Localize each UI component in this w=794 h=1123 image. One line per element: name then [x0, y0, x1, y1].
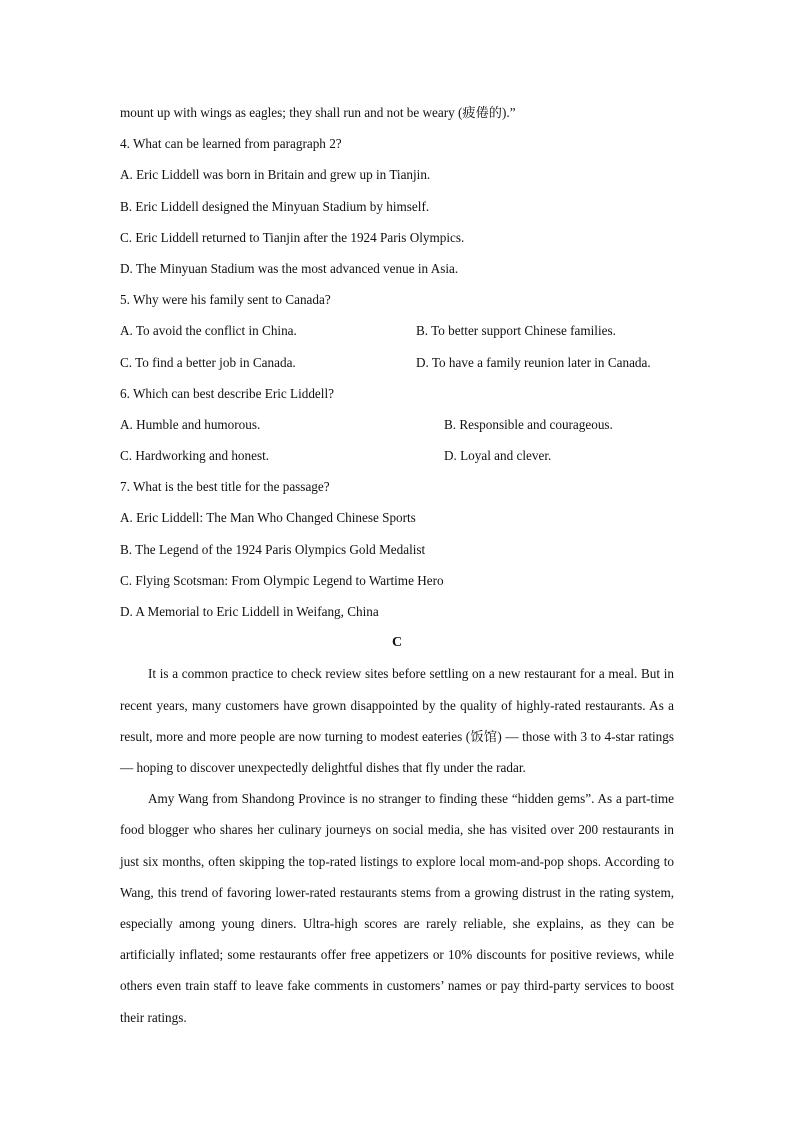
question-7-option-a: A. Eric Liddell: The Man Who Changed Chinese Sports: [120, 510, 416, 526]
question-7-option-b: B. The Legend of the 1924 Paris Olympics Gold Medalist: [120, 541, 426, 557]
question-4-option-d: D. The Minyuan Stadium was the most advanced venue in Asia.: [120, 260, 459, 276]
question-6-options-row-1: [120, 409, 674, 440]
section-c-paragraph-1: It is a common practice to check review sites before settling on a new restaurant for a meal. But in recent years, many customers have grown disappointed by the quality of highly-rated restaurants. As a result, more and more people are now turning to modest eateries (饭馆) — those with 3 to 4-star ratings — hoping to discover unexpectedly delightful dishes that fly under the radar.: [120, 666, 674, 775]
question-4-option-a: A. Eric Liddell was born in Britain and grew up in Tianjin.: [120, 167, 431, 183]
question-5-stem: 5. Why were his family sent to Canada?: [120, 292, 331, 308]
question-7-option-d: D. A Memorial to Eric Liddell in Weifang, China: [120, 604, 379, 619]
passage-continuation-line: mount up with wings as eagles; they shall run and not be weary (疲倦的).”: [120, 105, 516, 120]
question-6-option-a: A. Humble and humorous.: [120, 416, 261, 432]
question-7-option-c: C. Flying Scotsman: From Olympic Legend to Wartime Hero: [120, 572, 444, 588]
question-5-option-c: C. To find a better job in Canada.: [120, 354, 296, 370]
question-6-stem: 6. Which can best describe Eric Liddell?: [120, 385, 334, 401]
question-6-option-c: C. Hardworking and honest.: [120, 448, 270, 464]
question-5-options-row-2: [120, 347, 674, 378]
question-4-stem: 4. What can be learned from paragraph 2?: [120, 136, 342, 152]
question-5-option-d: D. To have a family reunion later in Canada.: [416, 354, 651, 370]
document-page: [120, 97, 674, 1033]
question-5-option-a: A. To avoid the conflict in China.: [120, 323, 297, 339]
question-4-option-c: C. Eric Liddell returned to Tianjin after the 1924 Paris Olympics.: [120, 229, 465, 245]
question-7-stem: 7. What is the best title for the passage?: [120, 479, 330, 495]
section-c-paragraph-2: Amy Wang from Shandong Province is no stranger to finding these “hidden gems”. As a part-time food blogger who shares her culinary journeys on social media, she has visited over 200 restaurants in just six months, often skipping the top-rated listings to explore local mom-and-pop shops. According to Wang, this trend of favoring lower-rated restaurants stems from a growing distrust in the rating system, especially among young diners. Ultra-high scores are rarely reliable, she explains, as they can be artificially inflated; some restaurants offer free appetizers or 10% discounts for positive reviews, while others even train staff to leave fake comments in customers’ names or pay third-party services to boost their ratings.: [120, 791, 674, 1025]
question-6-option-d: D. Loyal and clever.: [444, 448, 552, 464]
section-c-heading: C: [391, 635, 403, 651]
question-6-options-row-2: [120, 440, 674, 471]
question-4-option-b: B. Eric Liddell designed the Minyuan Stadium by himself.: [120, 198, 430, 214]
question-5-options-row-1: [120, 315, 674, 346]
question-5-option-b: B. To better support Chinese families.: [416, 323, 616, 339]
question-6-option-b: B. Responsible and courageous.: [444, 416, 613, 432]
